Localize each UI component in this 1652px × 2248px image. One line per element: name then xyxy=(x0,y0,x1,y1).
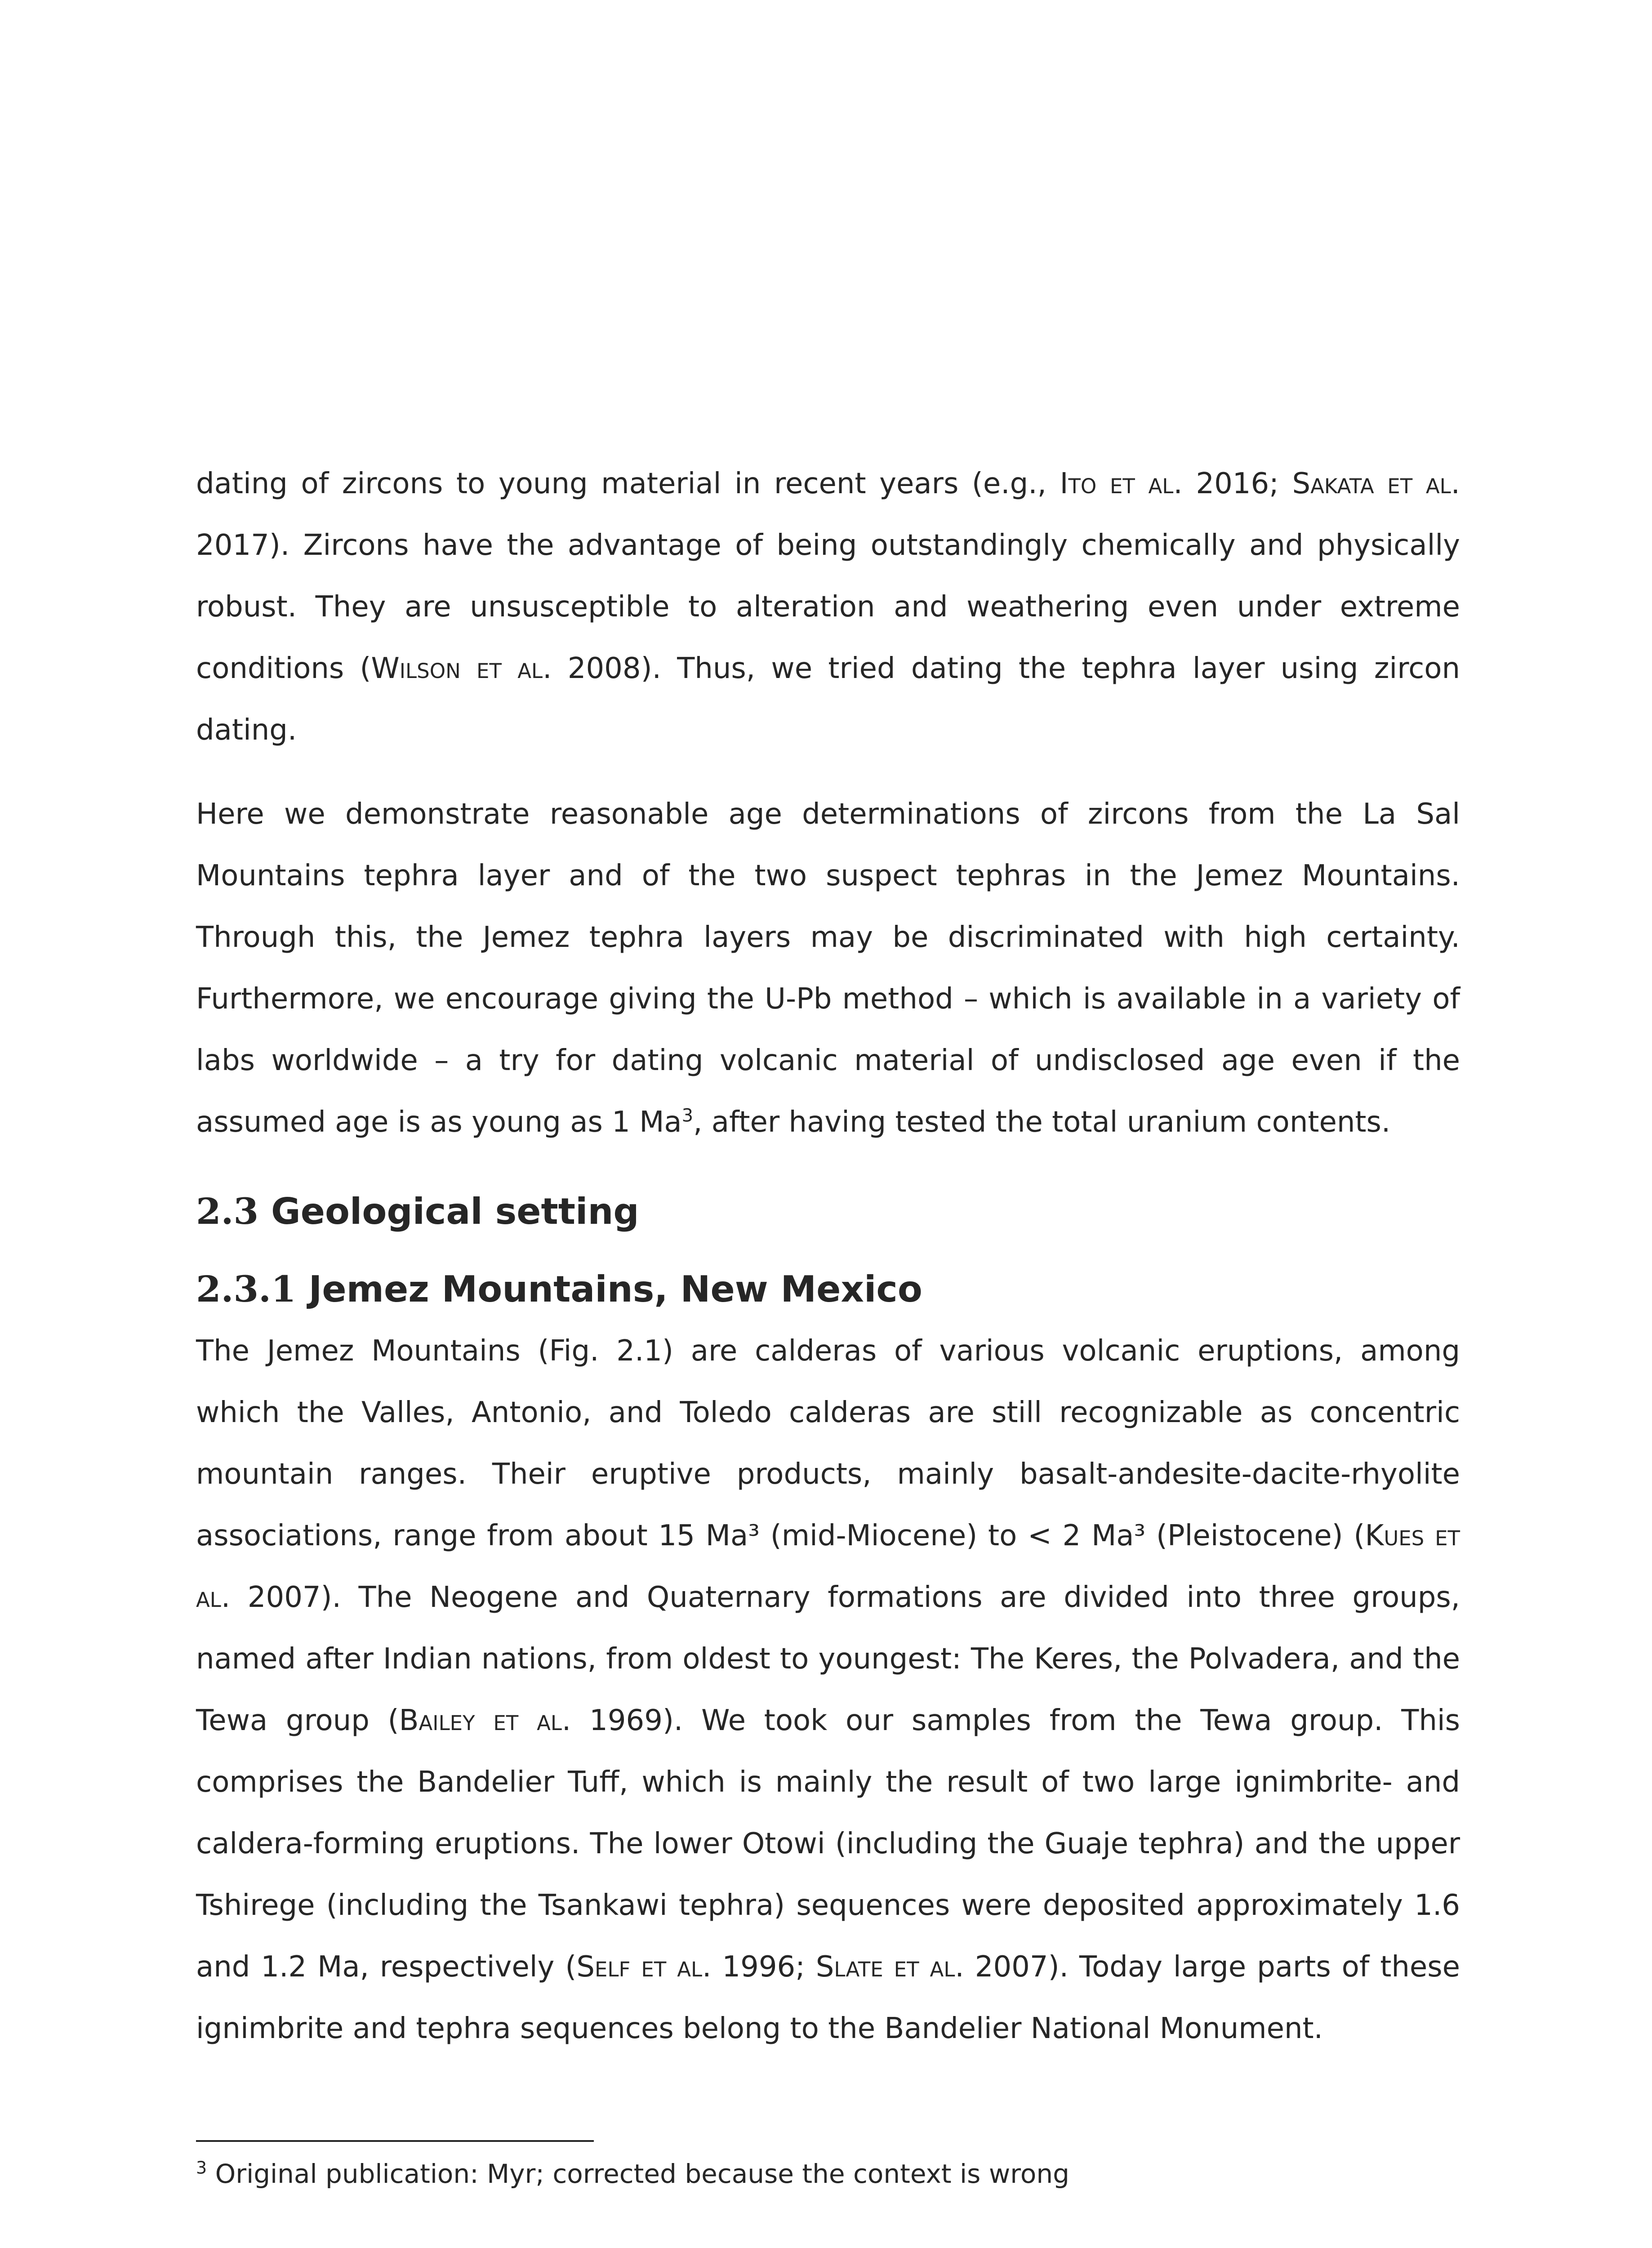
citation-sakata: Sakata et al. xyxy=(1292,467,1461,500)
citation-self: Self et al. xyxy=(576,1950,712,1984)
paragraph-zircon-dating: dating of zircons to young material in recent years (e.g., Ito et al. 2016; Sakata et al. 2017). Zircons have the advantage of being outstandingly chemically and physically robust. They are unsusceptible to alteration and weathering even under extreme conditions (Wilson et al. 2008). Thus, we tried dating the tephra layer using zircon dating. xyxy=(196,467,1461,747)
footnote-text: Original publication: Myr; corrected because the context is wrong xyxy=(215,2159,1069,2189)
paragraph-age-determinations: Here we demonstrate reasonable age determinations of zircons from the La Sal Mountains tephra layer and of the two suspect tephras in the Jemez Mountains. Through this, the Jemez tephra layers may be discriminated with high certainty. Furthermore, we encourage giving the U-Pb method – which is available in a variety of labs worldwide – a try for dating volcanic material of undisclosed age even if the assumed age is as young as 1 Ma$^3$, after having tested the total uranium contents. xyxy=(196,798,1460,1139)
footnote-reference[interactable]: 3 xyxy=(681,1105,694,1126)
citation-bailey: Bailey et al. xyxy=(399,1704,571,1737)
section-heading xyxy=(196,1186,1460,1236)
footnote-divider xyxy=(196,2140,594,2142)
paragraph-jemez-mountains: The Jemez Mountains (Fig. 2.1) are calderas of various volcanic eruptions, among which the Valles, Antonio, and Toledo calderas are still recognizable as concentric mountain ranges. Their eruptive products, mainly basalt-andesite-dacite-rhyolite associations, range from about 15 Ma³ (mid-Miocene) to < 2 Ma³ (Pleistocene) (Kues et al. 2007). The Neogene and Quaternary formations are divided into three groups, named after Indian nations, from oldest to youngest: The Keres, the Polvadera, and the Tewa group (Bailey et al. 1969). We took our samples from the Tewa group. This comprises the Bandelier Tuff, which is mainly the result of two large ignimbrite- and caldera-forming eruptions. The lower Otowi (including the Guaje tephra) and the upper Tshirege (including the Tsankawi tephra) sequences were deposited approximately 1.6 and 1.2 Ma, respectively (Self et al. 1996; Slate et al. 2007). Today large parts of these ignimbrite and tephra sequences belong to the Bandelier National Monument. xyxy=(196,1334,1461,2045)
section-title: Geological setting xyxy=(271,1191,639,1232)
subsection-title: Jemez Mountains, New Mexico xyxy=(308,1268,922,1310)
citation-slate: Slate et al. xyxy=(815,1950,964,1984)
citation-wilson: Wilson et al. xyxy=(371,652,552,685)
page-body xyxy=(196,453,1460,2060)
footnote-marker: 3 xyxy=(196,2158,207,2178)
citation-kues: Kues et al. xyxy=(196,1519,1460,1614)
section-number: 2.3 xyxy=(196,1190,259,1232)
subsection-heading xyxy=(196,1264,1460,1314)
footnote xyxy=(196,2154,1069,2194)
citation-ito: Ito et al. xyxy=(1060,467,1183,500)
subsection-number: 2.3.1 xyxy=(196,1268,296,1310)
